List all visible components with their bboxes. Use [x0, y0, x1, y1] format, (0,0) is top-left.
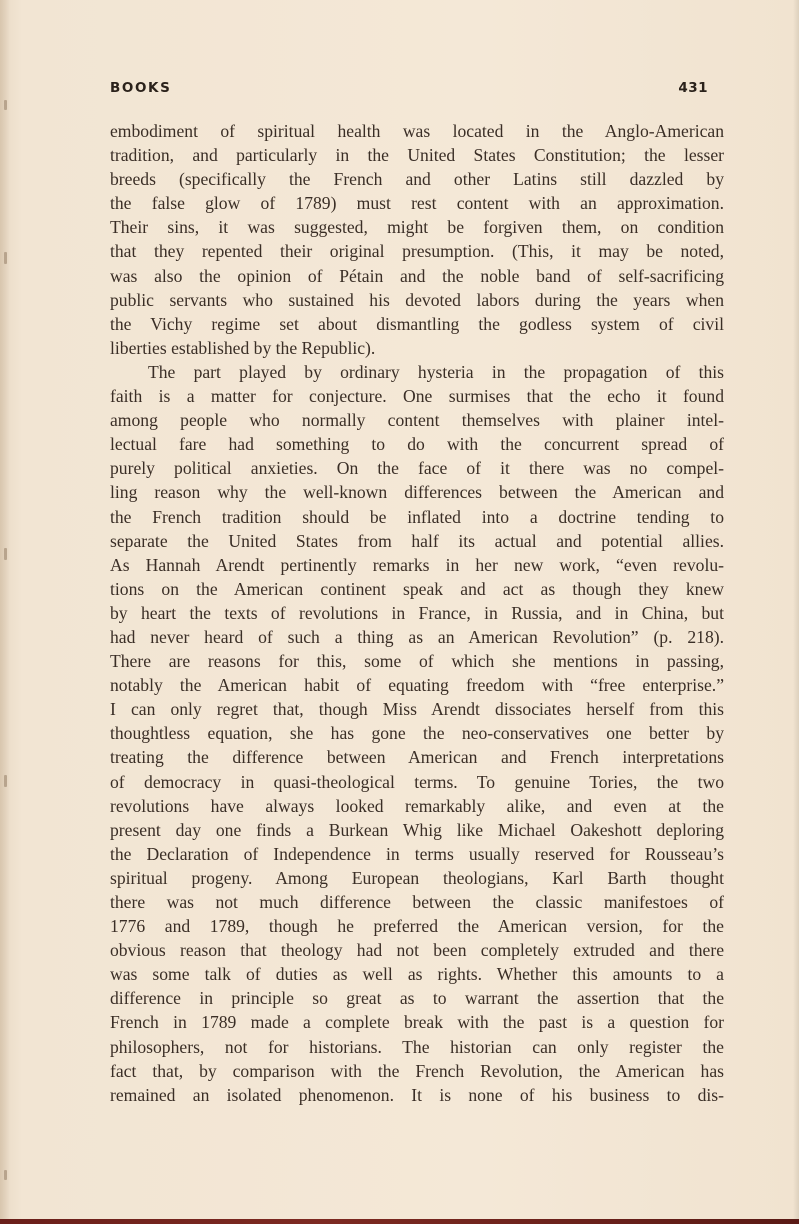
- text-line: faith is a matter for conjecture. One surmises that the echo it found: [110, 386, 724, 407]
- text-line: there was not much difference between the classic manifestoes of: [110, 892, 724, 912]
- margin-mark: [4, 548, 7, 560]
- paragraph-1: [110, 119, 724, 360]
- page-gutter-shadow: [0, 0, 10, 1224]
- text-line: public servants who sustained his devoted labors during the years when: [110, 289, 724, 310]
- text-line: liberties established by the Republic).: [110, 337, 376, 358]
- body-text: [110, 119, 724, 1107]
- text-line: treating the difference between American and French interpretations: [110, 747, 724, 768]
- text-line: I can only regret that, though Miss Arendt dissociates herself from this: [110, 699, 724, 720]
- text-line: difference in principle so great as to warrant the assertion that the: [110, 988, 724, 1009]
- margin-mark: [4, 775, 7, 787]
- page-bottom-border: [0, 1219, 799, 1224]
- margin-mark: [4, 100, 7, 110]
- text-line: separate the United States from half its actual and potential allies.: [110, 530, 724, 551]
- text-line: obvious reason that theology had not been completely extruded and there: [110, 940, 724, 961]
- running-head: [110, 80, 708, 100]
- text-line: had never heard of such a thing as an American Revolution” (p. 218).: [110, 626, 724, 647]
- text-line: among people who normally content themselves with plainer intel-: [110, 410, 724, 431]
- text-line: philosophers, not for historians. The historian can only register the: [110, 1036, 724, 1057]
- page-number: 431: [678, 80, 708, 96]
- text-line: notably the American habit of equating freedom with “free enterprise.”: [110, 675, 724, 696]
- text-line: present day one finds a Burkean Whig like Michael Oakeshott deploring: [110, 819, 724, 840]
- text-line: breeds (specifically the French and other Latins still dazzled by: [110, 169, 724, 190]
- text-line: embodiment of spiritual health was located in the Anglo-American: [110, 121, 724, 141]
- text-line: the Declaration of Independence in terms usually reserved for Rousseau’s: [110, 843, 724, 864]
- text-line: ling reason why the well-known differences between the American and: [110, 482, 724, 503]
- paragraph-2: [110, 360, 724, 1107]
- text-line: by heart the texts of revolutions in France, in Russia, and in China, but: [110, 602, 724, 623]
- text-line: was some talk of duties as well as rights. Whether this amounts to a: [110, 964, 724, 985]
- margin-mark: [4, 1170, 7, 1180]
- text-line: that they repented their original presumption. (This, it may be noted,: [110, 241, 724, 262]
- text-line: of democracy in quasi-theological terms. To genuine Tories, the two: [110, 771, 724, 792]
- text-line: fact that, by comparison with the French Revolution, the American has: [110, 1060, 724, 1081]
- text-line: There are reasons for this, some of which she mentions in passing,: [110, 651, 724, 672]
- text-line: 1776 and 1789, though he preferred the American version, for the: [110, 916, 724, 937]
- section-title: BOOKS: [110, 80, 172, 96]
- text-line: was also the opinion of Pétain and the noble band of self-sacrificing: [110, 265, 724, 286]
- text-line: remained an isolated phenomenon. It is none of his business to dis-: [110, 1084, 724, 1105]
- text-line: the Vichy regime set about dismantling the godless system of civil: [110, 313, 724, 334]
- text-line: Their sins, it was suggested, might be forgiven them, on condition: [110, 217, 724, 238]
- text-line: tradition, and particularly in the United States Constitution; the lesser: [110, 145, 724, 166]
- text-line: tions on the American continent speak and act as though they knew: [110, 578, 724, 599]
- text-line: French in 1789 made a complete break with the past is a question for: [110, 1012, 724, 1033]
- page-edge-shadow: [793, 0, 799, 1224]
- text-line: spiritual progeny. Among European theologians, Karl Barth thought: [110, 867, 724, 888]
- text-line: thoughtless equation, she has gone the neo-conservatives one better by: [110, 723, 724, 744]
- text-line: the French tradition should be inflated into a doctrine tending to: [110, 506, 724, 527]
- text-line: revolutions have always looked remarkably alike, and even at the: [110, 795, 724, 816]
- text-line: The part played by ordinary hysteria in the propagation of this: [148, 361, 724, 382]
- text-line: purely political anxieties. On the face of it there was no compel-: [110, 458, 724, 479]
- text-line: the false glow of 1789) must rest content with an approximation.: [110, 193, 724, 214]
- text-line: lectual fare had something to do with the concurrent spread of: [110, 434, 724, 455]
- margin-mark: [4, 252, 7, 264]
- text-line: As Hannah Arendt pertinently remarks in her new work, “even revolu-: [110, 554, 724, 575]
